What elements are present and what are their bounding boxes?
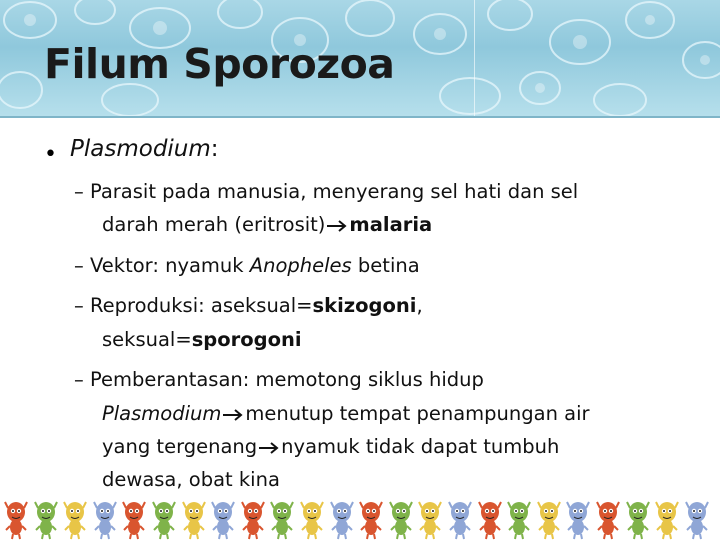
cartoon-microbe-icon [268,496,296,540]
item-pemberantasan-line1 [74,368,484,391]
banner-divider [0,116,720,118]
cartoon-microbe-icon [357,496,385,540]
slide-title: Filum Sporozoa [44,40,395,88]
seksual-text: seksual= [102,328,192,351]
cartoon-microbe-icon [2,496,30,540]
plasmodium-term: Plasmodium [70,136,211,162]
cartoon-microbe-icon [328,496,356,540]
reproduksi-text: Reproduksi: aseksual= [89,294,313,317]
right-arrow-icon [222,408,244,422]
cartoon-microbe-icon [416,496,444,540]
nyamuk-text: nyamuk tidak dapat tumbuh [281,435,560,458]
bullet-dot: • [44,142,57,167]
cartoon-microbe-icon [61,496,89,540]
skizogoni-term: skizogoni [312,294,417,317]
banner-seam [474,0,475,118]
cartoon-microbe-icon [150,496,178,540]
cartoon-microbe-icon [594,496,622,540]
cartoon-microbe-icon [564,496,592,540]
menutup-text: menutup tempat penampungan air [245,402,590,425]
betina-text: betina [351,254,420,277]
cartoon-microbe-icon [298,496,326,540]
item-reproduksi-line2 [102,328,302,351]
right-arrow-icon [326,219,348,233]
cartoon-microbe-icon [446,496,474,540]
eritrosit-text: darah merah (eritrosit) [102,213,326,236]
item-pemberantasan-line4 [102,468,280,491]
vektor-text: Vektor: nyamuk [89,254,250,277]
cartoon-microbe-icon [32,496,60,540]
parasite-text: Parasit pada manusia, menyerang sel hati dan sel [89,180,579,203]
malaria-text: malaria [349,213,433,236]
cartoon-microbe-icon [624,496,652,540]
item-parasite-line2 [102,213,432,236]
header-banner [0,0,720,118]
pemberantasan-text: Pemberantasan: memotong siklus hidup [89,368,484,391]
right-arrow-icon [258,441,280,455]
sporogoni-term: sporogoni [191,328,302,351]
cartoon-microbe-icon [476,496,504,540]
dash: – [74,254,84,277]
item-vektor [74,254,420,277]
cartoon-microbe-icon [505,496,533,540]
comma: , [416,294,423,317]
item-parasite-line1 [74,180,578,203]
anopheles-term: Anopheles [249,254,352,277]
footer-critter-strip [0,496,720,540]
cartoon-microbe-icon [91,496,119,540]
plasmodium-term-2: Plasmodium [102,402,222,425]
dash: – [74,180,84,203]
obat-kina-text: dewasa, obat kina [102,468,280,491]
cartoon-microbe-icon [653,496,681,540]
dash: – [74,368,84,391]
cartoon-microbe-icon [209,496,237,540]
dash: – [74,294,84,317]
cartoon-microbe-icon [387,496,415,540]
item-reproduksi-line1 [74,294,423,317]
cartoon-microbe-icon [683,496,711,540]
cartoon-microbe-icon [535,496,563,540]
tergenang-text: yang tergenang [102,435,258,458]
cartoon-microbe-icon [120,496,148,540]
cartoon-microbe-icon [239,496,267,540]
colon: : [210,136,219,162]
item-pemberantasan-line2 [102,402,590,425]
item-pemberantasan-line3 [102,435,559,458]
main-bullet [70,136,219,162]
cartoon-microbe-icon [180,496,208,540]
